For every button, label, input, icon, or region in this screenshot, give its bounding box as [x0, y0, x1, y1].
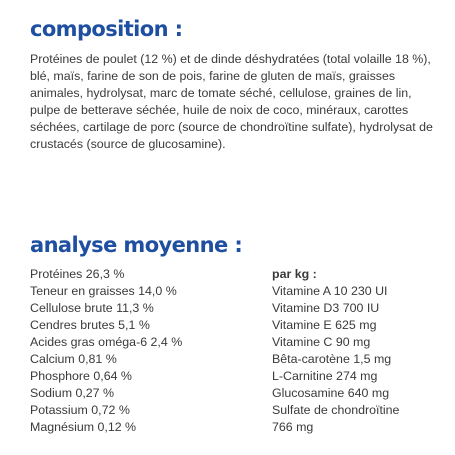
analysis-item: Phosphore 0,64 % [30, 369, 132, 384]
vitamin-item: Vitamine A 10 230 UI [272, 284, 388, 299]
composition-text: Protéines de poulet (12 %) et de dinde déshydratées (total volaille 18 %), blé, maïs, farine de son de pois, farine de gluten de maïs, graisses animales, hydrolysat, marc de tomate séché, cellulose, graines de lin, pulpe de betterave séchée, huile de noix de coco, minéraux, carottes séchées, cartilage de porc (source de chondroïtine sulfate), hydrolysat de crustacés (source de glucosamine). [30, 52, 433, 152]
analysis-item: Calcium 0,81 % [30, 352, 117, 367]
vitamin-item: 766 mg [272, 420, 314, 435]
analysis-item: Cellulose brute 11,3 % [30, 301, 154, 316]
vitamin-item: Vitamine D3 700 IU [272, 301, 380, 316]
analysis-item: Teneur en graisses 14,0 % [30, 284, 177, 299]
vitamin-item: Vitamine E 625 mg [272, 318, 377, 333]
vitamin-item: Glucosamine 640 mg [272, 386, 390, 401]
analysis-item: Magnésium 0,12 % [30, 420, 137, 435]
analysis-heading: analyse moyenne : [30, 233, 243, 257]
vitamin-item: L-Carnitine 274 mg [272, 369, 378, 384]
analysis-item: Potassium 0,72 % [30, 403, 130, 418]
analysis-item: Sodium 0,27 % [30, 386, 115, 401]
vitamin-item: Bêta-carotène 1,5 mg [272, 352, 392, 367]
per-kg-title: par kg : [272, 267, 317, 281]
vitamin-item: Vitamine C 90 mg [272, 335, 371, 350]
analysis-item: Protéines 26,3 % [30, 267, 125, 281]
vitamin-item: Sulfate de chondroïtine [272, 403, 400, 418]
analysis-item: Acides gras oméga-6 2,4 % [30, 335, 183, 350]
composition-heading: composition : [30, 17, 183, 41]
analysis-right-list [272, 266, 399, 436]
analysis-left-list [30, 266, 182, 436]
analysis-item: Cendres brutes 5,1 % [30, 318, 150, 333]
